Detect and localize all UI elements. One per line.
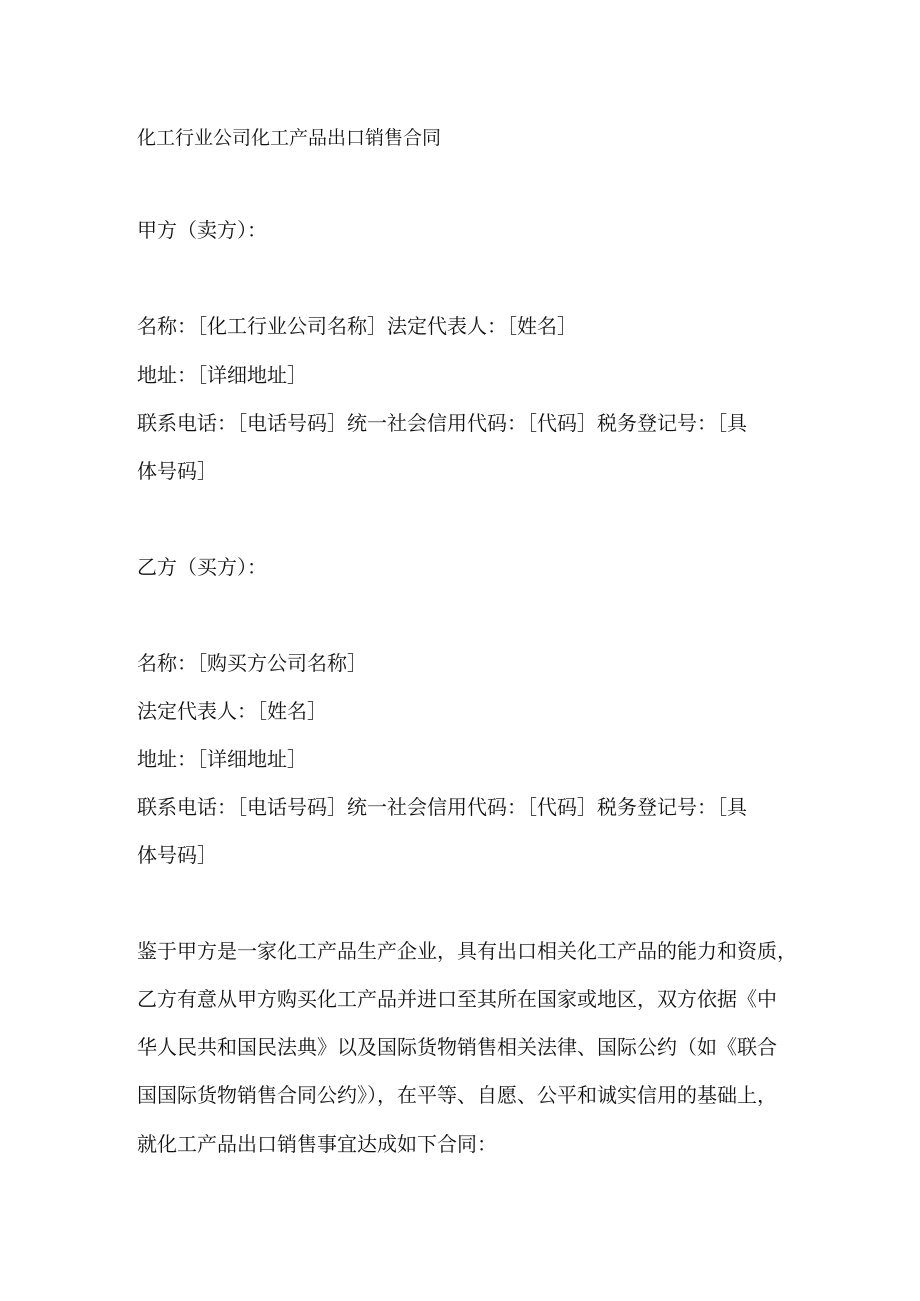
- preamble-line: 乙方有意从甲方购买化工产品并进口至其所在国家或地区，双方依据《中: [137, 987, 777, 1011]
- preamble-line: 鉴于甲方是一家化工产品生产企业，具有出口相关化工产品的能力和资质，: [137, 939, 797, 963]
- party-a-address-line: 地址：［详细地址］: [137, 363, 307, 387]
- party-a-contact-line: 联系电话：［电话号码］统一社会信用代码：［代码］税务登记号：［具: [137, 411, 747, 435]
- party-b-representative-line: 法定代表人：［姓名］: [137, 699, 327, 723]
- party-b-contact-line-cont: 体号码］: [137, 843, 217, 867]
- document-title: 化工行业公司化工产品出口销售合同: [137, 127, 442, 149]
- preamble-line: 就化工产品出口销售事宜达成如下合同：: [137, 1132, 497, 1156]
- preamble-line: 国国际货物销售合同公约》），在平等、自愿、公平和诚实信用的基础上，: [137, 1083, 777, 1107]
- preamble-line: 华人民共和国民法典》以及国际货物销售相关法律、国际公约（如《联合: [137, 1035, 777, 1059]
- party-a-heading: 甲方（卖方）：: [137, 218, 267, 242]
- party-a-contact-line-cont: 体号码］: [137, 459, 217, 483]
- party-a-name-line: 名称：［化工行业公司名称］法定代表人：［姓名］: [137, 314, 577, 338]
- party-b-heading: 乙方（买方）：: [137, 555, 267, 579]
- party-b-contact-line: 联系电话：［电话号码］统一社会信用代码：［代码］税务登记号：［具: [137, 795, 747, 819]
- party-b-name-line: 名称：［购买方公司名称］: [137, 651, 367, 675]
- party-b-address-line: 地址：［详细地址］: [137, 747, 307, 771]
